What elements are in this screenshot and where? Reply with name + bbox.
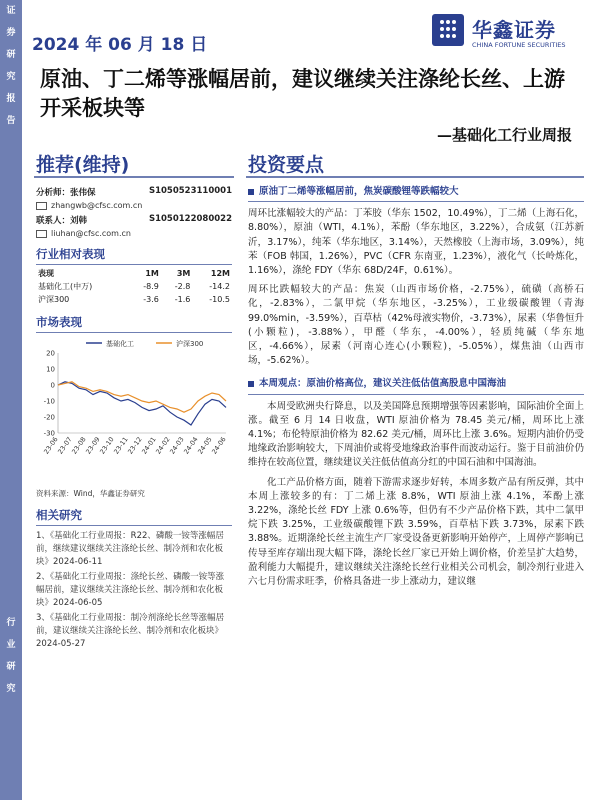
related-item[interactable]: 3、《基础化工行业周报：制冷剂涤纶长丝等涨幅居前，建议继续关注涤纶长丝、制冷剂和农化板块》2024-05-27 — [36, 613, 225, 649]
section-heading — [248, 182, 584, 202]
side-char: 证 — [6, 6, 16, 16]
performance-heading: 行业相对表现 — [36, 246, 232, 265]
y-tick-label: 0 — [50, 381, 55, 390]
table-cell: -14.2 — [209, 282, 230, 291]
bullet-square-icon — [248, 189, 254, 195]
contact-id: S1050122080022 — [148, 214, 232, 224]
side-char: 究 — [6, 72, 16, 82]
analyst-row — [36, 186, 232, 198]
paragraph: 周环比跌幅较大的产品：焦炭（山西市场价格，-2.75%），硫磺（高桥石化，-2.83%），二氯甲烷（华东地区，-3.25%），工业级碳酸锂（青海 99.0%min，-3.59%），百草枯（42%母液实物价，-3.73%），尿素（华鲁恒升(小颗粒)，-3.88%），甲醛（华东，-4.00%），轻质纯碱（华东地区，-4.66%），尿素（河南心连心(小颗粒)，-5.05%），煤焦油（山西市场，-5.62%）。 — [248, 284, 584, 367]
table-header: 3M — [176, 269, 191, 278]
x-tick-label: 24-06 — [210, 435, 228, 456]
x-tick-label: 23-11 — [112, 435, 130, 456]
related-heading: 相关研究 — [36, 507, 232, 526]
x-tick-label: 24-04 — [182, 435, 200, 456]
bullet-square-icon — [248, 381, 254, 387]
divider — [246, 176, 584, 178]
table-header: 1M — [145, 269, 159, 278]
table-cell: -1.6 — [174, 295, 191, 304]
paragraph: 化工产品价格方面，随着下游需求逐步好转，本周多数产品有所反弹，其中本周上涨较多的有：丁二烯上涨 8.8%，WTI 原油上涨 4.1%，苯酚上涨 3.22%，涤纶长丝 FDY 上涨 0.6%等，但仍有不少产品价格下跌，其中二氯甲烷下跌 3.25%，工业级碳酸锂下跌 3.59%，百草枯下跌 3.73%，尿素下跌 3.88%。近期涤纶长丝主流生产厂家受设备更新影响开始停产，上周停产影响已传导至库存端出现大幅下降，涤纶长丝厂家已开始上调价格，价差呈扩大趋势，盈利能力大幅提升，建议继续关注涤纶长丝行业相关公司机会，制冷剂行业进入六七月份需求旺季，价格具备进一步上涨动力，建议继 — [248, 476, 584, 588]
analyst-name: 分析师：张伟保 — [36, 188, 96, 198]
legend-label: 沪深300 — [176, 340, 204, 348]
related-item[interactable]: 2、《基础化工行业周报：涤纶长丝、磷酸一铵等涨幅居前，建议继续关注涤纶长丝、制冷剂和农化板块》2024-06-05 — [36, 572, 225, 608]
report-date: 2024 年 06 月 18 日 — [32, 35, 208, 55]
market-heading: 市场表现 — [36, 314, 232, 333]
x-tick-label: 23-06 — [42, 435, 60, 456]
x-tick-label: 24-01 — [140, 435, 158, 456]
mail-icon — [36, 202, 47, 210]
x-tick-label: 23-09 — [84, 435, 102, 456]
key-points-heading: 投资要点 — [248, 154, 325, 176]
table-row — [36, 293, 232, 306]
x-tick-label: 24-03 — [168, 435, 186, 456]
right-column — [248, 182, 584, 589]
y-tick-label: -20 — [43, 413, 55, 422]
performance-table — [36, 267, 232, 306]
series-line — [58, 382, 226, 425]
table-cell: 基础化工(中万) — [38, 282, 93, 291]
table-row — [36, 280, 232, 293]
section-heading-text: 本周观点：原油价格高位，建议关注低估值高股息中国海油 — [259, 378, 507, 390]
section-heading — [248, 374, 584, 394]
related-item[interactable]: 1、《基础化工行业周报：R22、磷酸一铵等涨幅居前，继续建议继续关注涤纶长丝、制冷剂和农化板块》2024-06-11 — [36, 531, 224, 567]
contact-email[interactable]: liuhan@cfsc.com.cn — [51, 229, 131, 238]
contact-row — [36, 214, 232, 226]
side-char: 告 — [6, 116, 16, 126]
email-row — [36, 229, 232, 238]
x-tick-label: 23-12 — [126, 435, 144, 456]
table-cell: 沪深300 — [38, 295, 70, 304]
side-char: 报 — [6, 94, 16, 104]
logo-text-cn: 华鑫证券 — [472, 18, 556, 42]
side-char: 行 — [6, 618, 16, 628]
x-tick-label: 23-07 — [56, 435, 74, 456]
side-char: 业 — [6, 640, 16, 650]
side-char: 券 — [6, 28, 16, 38]
analyst-id: S1050523110001 — [148, 186, 232, 196]
logo-icon — [432, 14, 464, 46]
y-tick-label: -10 — [43, 397, 55, 406]
table-cell: -2.8 — [174, 282, 191, 291]
side-char: 研 — [6, 662, 16, 672]
y-tick-label: 20 — [46, 349, 55, 358]
divider — [34, 176, 234, 178]
paragraph: 本周受欧洲央行降息，以及美国降息预期增强等因素影响，国际油价全面上涨。截至 6 月 14 日收盘，WTI 原油价格为 78.45 美元/桶，周环比上涨 4.1%；布伦特原油价格为 82.62 美元/桶，周环比上涨 3.6%。短期内油价仍受地缘政治影响较大，下周油价或将受地缘政治事件而波动运行。鉴于目前油价仍维持在较高位置，继续建议关注低估值高分红的中国石油和中国海油。 — [248, 400, 584, 469]
legend-label: 基础化工 — [106, 340, 134, 348]
y-tick-label: -30 — [43, 429, 55, 438]
report-subtitle: —基础化工行业周报 — [436, 126, 572, 144]
x-tick-label: 23-08 — [70, 435, 88, 456]
mail-icon — [36, 230, 47, 238]
table-cell: -3.6 — [143, 295, 159, 304]
side-char: 研 — [6, 50, 16, 60]
x-tick-label: 23-10 — [98, 435, 116, 456]
table-cell: -10.5 — [209, 295, 230, 304]
market-chart-svg — [36, 335, 232, 485]
analyst-email[interactable]: zhangwb@cfsc.com.cn — [51, 201, 143, 210]
contact-name: 联系人：刘韩 — [36, 216, 88, 226]
y-tick-label: 10 — [46, 365, 55, 374]
chart-source: 资料来源：Wind，华鑫证券研究 — [36, 489, 145, 498]
table-cell: -8.9 — [143, 282, 159, 291]
rating: 推荐(维持) — [36, 154, 130, 176]
email-row — [36, 201, 232, 210]
left-column — [36, 182, 232, 653]
table-header: 表现 — [38, 269, 54, 278]
related-list — [36, 530, 232, 651]
paragraph: 周环比涨幅较大的产品：丁苯胶（华东 1502，10.49%），丁二烯（上海石化，8.80%），原油（WTI，4.1%），苯酚（华东地区，3.22%），合成氨（江苏新沂，3.17%），纯苯（华东地区，3.14%），天然橡胶（上海市场，3.09%），纯苯（FOB 韩国，1.26%），PVC（CFR 东南亚，1.23%），液化气（长岭炼化，1.16%），涤纶 FDY（华东 68D/24F，0.61%）。 — [248, 208, 584, 277]
section-heading-text: 原油丁二烯等涨幅居前，焦炭碳酸锂等跌幅较大 — [259, 186, 459, 197]
report-title: 原油、丁二烯等涨幅居前，建议继续关注涤纶长丝、上游开采板块等 — [40, 66, 565, 120]
x-tick-label: 24-02 — [154, 435, 172, 456]
table-header: 12M — [210, 269, 230, 278]
side-char: 究 — [6, 684, 16, 694]
x-tick-label: 24-05 — [196, 435, 214, 456]
market-chart — [36, 335, 232, 488]
company-logo — [432, 14, 582, 54]
logo-text-en: CHINA FORTUNE SECURITIES — [472, 41, 566, 49]
